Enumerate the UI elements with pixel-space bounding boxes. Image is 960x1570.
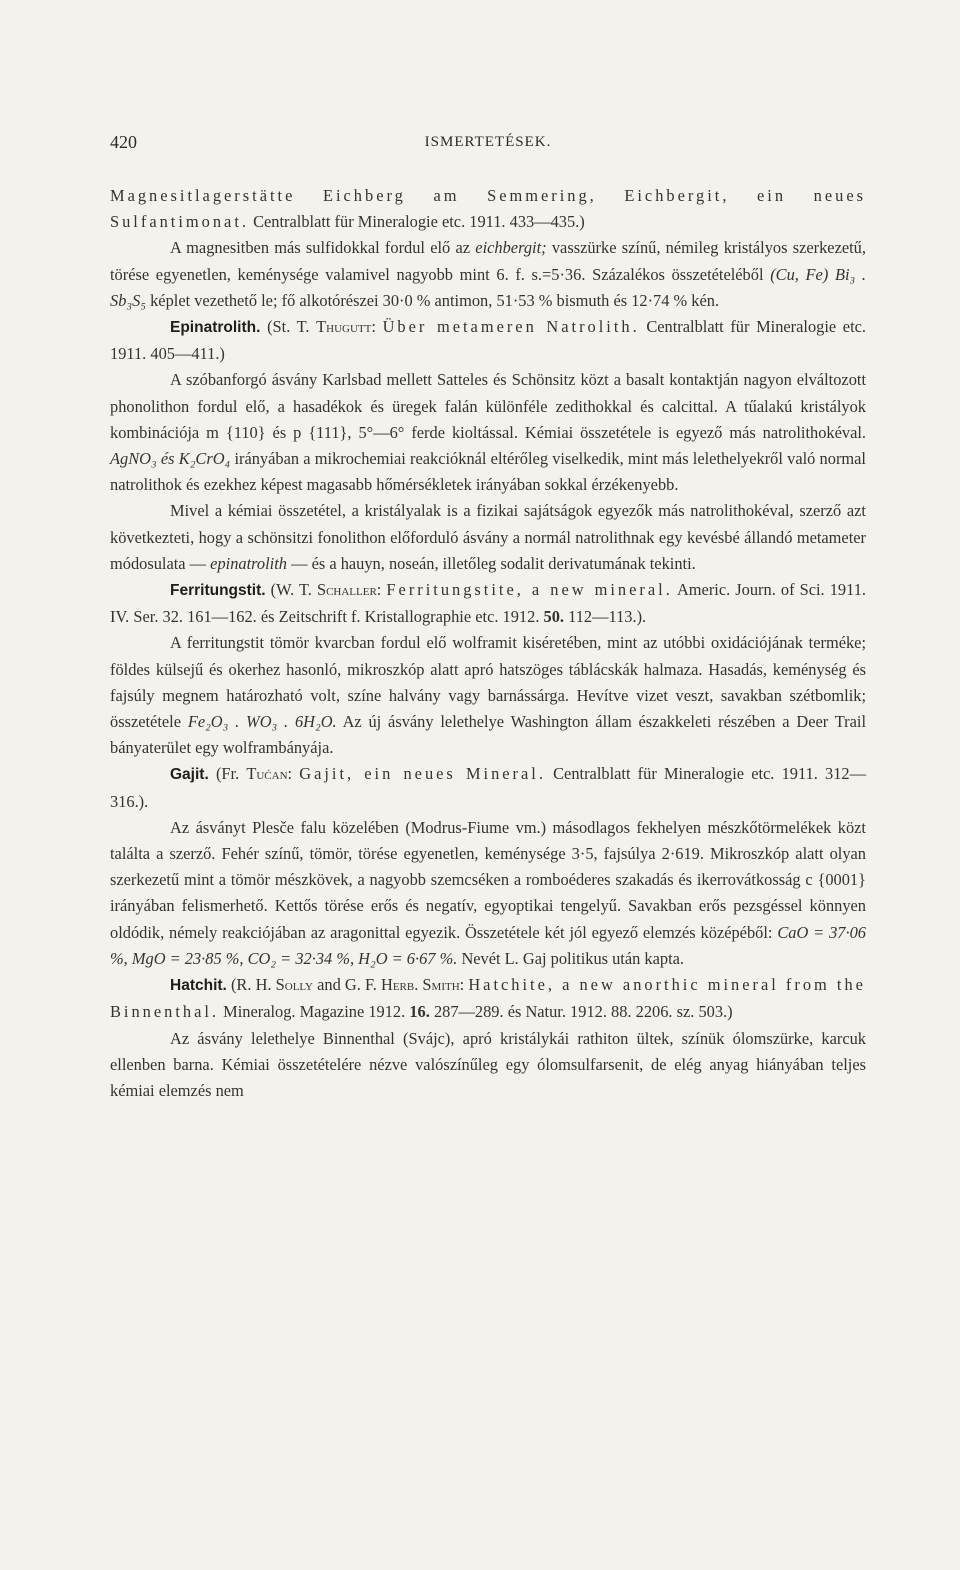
entry-epinatrolith	[110, 314, 866, 367]
author-name: Schaller:	[316, 580, 382, 600]
citation-source: Centralblatt für Mineralogie etc. 1911. 433—435.)	[253, 212, 585, 232]
text-run: A magnesitben más sulfidokkal fordul elő az	[170, 238, 471, 258]
mineral-name: eichbergit;	[475, 238, 547, 258]
author-initials: and G. F.	[317, 975, 377, 995]
chemical-formula: Fe₂O₃ . WO₃ . 6H₂O.	[187, 712, 337, 732]
article-body	[110, 183, 866, 1104]
citation-title: Magnesitlagerstätte Eichberg am Semmering, Eichbergit, ein neues Sulfantimonat.	[110, 186, 866, 232]
paragraph-epinatrolith-2	[110, 498, 866, 577]
page-number: 420	[110, 132, 137, 152]
paragraph-epinatrolith-1	[110, 367, 866, 498]
mineral-name: epinatrolith	[210, 553, 287, 573]
text-run: A szóbanforgó ásvány Karlsbad mellett Satteles és Schönsitz közt a basalt kontaktján nagyon elváltozott phonolithon fordul elő, a hasadékok és üregek falán különféle zedithokkal és calcittal. A tűalakú kristályok kombinációja m {110} és p {111}, 5°—6° ferde kioltással. Kémiai összetétele is egyező más natrolithokéval.	[110, 370, 866, 442]
entry-gajit	[110, 761, 866, 814]
citation-source: Centralblatt für Mineralogie etc. 1911. 312—316.).	[110, 764, 866, 811]
paragraph-gajit	[110, 815, 866, 972]
citation-title: Hatchite, a new anorthic mineral from the Binnenthal.	[110, 975, 866, 1022]
text-run: A ferritungstit tömör kvarcban fordul elő wolframit kiséretében, mint az utóbbi oxidációjának terméke; földes külsejű és okerhez hasonló, mikroszkóp alatt apró hatszöges táblácskák halmaza. Hasadás, keménység és fajsúly megnem határozható volt, színe halvány vagy barnássárga. Hevítve vizet veszt, savakban szétbomlik; összetétele	[110, 633, 866, 732]
entry-title: Gajit.	[170, 766, 209, 784]
running-title: ISMERTETÉSEK.	[424, 134, 552, 150]
chemical-formula: (Cu, Fe) Bi₃ . Sb₃S₅	[110, 264, 866, 310]
author-initials: (R. H.	[230, 975, 272, 995]
author-name: Tućan:	[246, 764, 293, 784]
paragraph-eichbergit	[110, 235, 866, 314]
entry-ferritungstit	[110, 577, 866, 630]
chemical-formula: AgNO₃ és K₂CrO₄	[110, 449, 231, 469]
volume-number: 50.	[543, 607, 565, 627]
volume-number: 16.	[409, 1002, 430, 1022]
paragraph-hatchit	[110, 1026, 866, 1105]
text-run: irányában a mikrochemiai reakcióknál eltérőleg viselkedik, mint más lelethelyekről való normal natrolithok és ezekhez képest magasabb hőmérsékletek irányában sokkal érzékenyebb.	[110, 449, 866, 495]
entry-hatchit	[110, 972, 866, 1025]
entry-title: Ferritungstit.	[170, 582, 266, 600]
page-header	[110, 132, 866, 158]
citation-source: Centralblatt für Mineralogie etc. 1911. 405—411.)	[110, 317, 867, 364]
author-name: Herb. Smith:	[380, 975, 465, 995]
text-run: Az ásvány lelethelye Binnenthal (Svájc), apró kristálykái rathiton ültek, színük ólomszürke, karcuk ellenben barna. Kémiai összetételére nézve valószínűleg egy ólomsulfarsenit, de elég anyag hiányában teljes kémiai elemzés nem	[110, 1028, 866, 1100]
citation-title: Über metameren Natrolith.	[382, 317, 640, 337]
entry-title: Epinatrolith.	[170, 319, 261, 337]
author-initials: (W. T.	[270, 580, 312, 600]
author-name: Solly	[275, 975, 313, 995]
text-run: — és a hauyn, noseán, illetőleg sodalit derivatumának tekinti.	[291, 553, 696, 573]
citation-title: Gajit, ein neues Mineral.	[299, 764, 546, 784]
author-name: Thugutt:	[316, 317, 376, 337]
entry-title: Hatchit.	[170, 977, 227, 995]
text-run: Mivel a kémiai összetétel, a kristályalak is a fizikai sajátságok egyezők más natrolithokéval, szerző azt következteti, hogy a schönsitzi fonolithon előforduló ásvány a normál natrolithnak egy kevésbé állandó metameter módosulata —	[110, 501, 866, 573]
author-initials: (Fr.	[215, 764, 240, 784]
text-run: vasszürke színű, némileg kristályos szerkezetű, törése egyenetlen, keménysége valamivel nagyobb mint 6. f. s.=5·36. Százalékos összetételéből	[110, 238, 866, 284]
citation-eichbergit	[110, 183, 866, 235]
citation-title: Ferritungstite, a new mineral.	[386, 580, 673, 600]
text-run: Az ásványt Plesče falu közelében (Modrus-Fiume vm.) másodlagos fekhelyen mészkőtörmelékek közt találta a szerző. Fehér színű, tömör, törése egyenetlen, keménysége 3·5, fajsúlya 2·619. Mikroszkóp alatt olyan szerkezetű mint a tömör mészkövek, a nagyobb szemcséken a romboéderes szakadás és ikerrovátkosság c {0001} irányában felismerhető. Kettős törése erős és negatív, egyoptikai tengelyű. Savakban erős pezsgéssel könnyen oldódik, némely reakciójában az aragonittal egyezik. Összetétele két jól egyező elemzés középéből:	[110, 817, 866, 942]
text-run: képlet vezethető le; fő alkotórészei 30·0 % antimon, 51·53 % bismuth és 12·74 % kén.	[150, 290, 720, 310]
citation-pages: 287—289. és Natur. 1912. 88. 2206. sz. 503.)	[433, 1002, 733, 1022]
author-initials: (St. T.	[267, 317, 310, 337]
text-run: Az új ásvány lelethelye Washington állam északkeleti részében a Deer Trail bányaterület egy wolframbányája.	[110, 712, 866, 758]
paragraph-ferritungstit	[110, 630, 866, 761]
citation-pages: 112—113.).	[568, 607, 647, 627]
chemical-analysis: CaO = 37·06 %, MgO = 23·85 %, CO₂ = 32·34 %, H₂O = 6·67 %.	[110, 922, 866, 968]
citation-source: Americ. Journ. of Sci. 1911. IV. Ser. 32. 161—162. és Zeitschrift f. Kristallographie etc. 1912.	[110, 580, 866, 627]
text-run: Nevét L. Gaj politikus után kapta.	[461, 948, 685, 968]
citation-source: Mineralog. Magazine 1912.	[223, 1002, 406, 1022]
